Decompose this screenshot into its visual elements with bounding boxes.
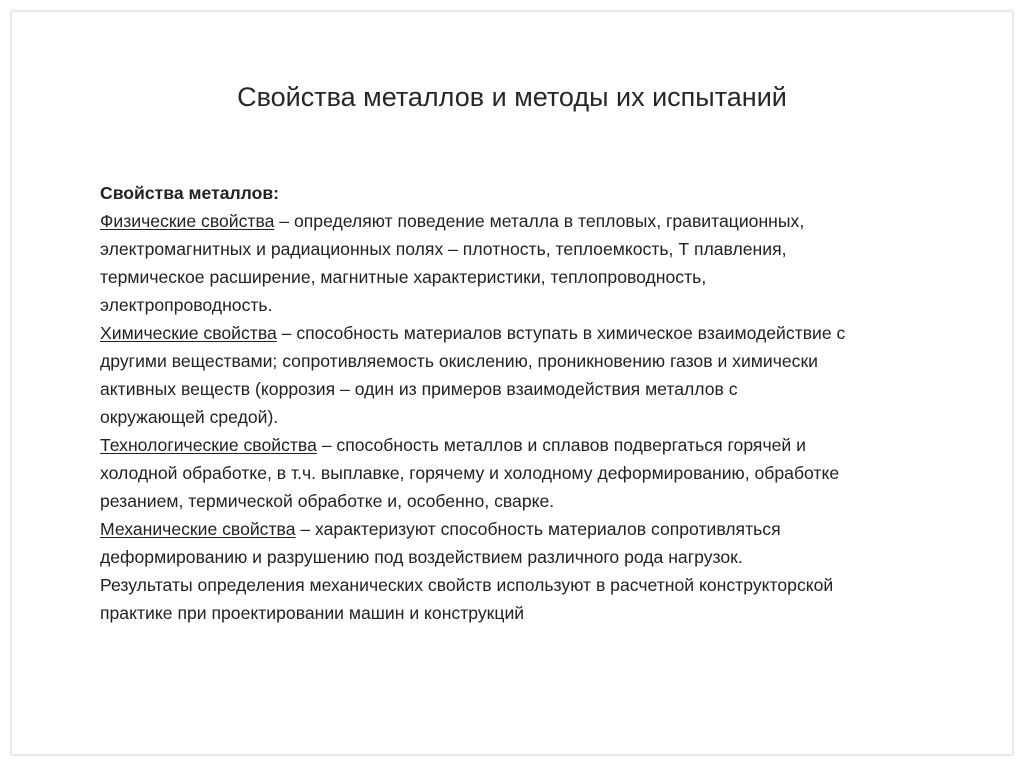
section-line: деформированию и разрушению под воздействием различного рода нагрузок. [100,547,743,567]
slide-title: Свойства металлов и методы их испытаний [237,82,787,112]
section-text: – характеризуют способность материалов сопротивляться [295,519,781,539]
closing-paragraph [100,571,1000,627]
section-line: электропроводность. [100,295,273,315]
section-text: – способность материалов вступать в химическое взаимодействие с [276,323,846,343]
closing-line: Результаты определения механических свойств используют в расчетной конструкторской [100,575,834,595]
section-line: активных веществ (коррозия – один из примеров взаимодействия металлов с [100,379,738,399]
section-mechanical-properties [100,515,1000,571]
section-term: Технологические свойства [100,435,317,455]
section-line: холодной обработке, в т.ч. выплавке, горячему и холодному деформированию, обработке [100,463,840,483]
section-line: окружающей средой). [100,407,279,427]
closing-line: практике при проектировании машин и конструкций [100,603,525,623]
section-line [100,319,1000,347]
section-text: – способность металлов и сплавов подвергаться горячей и [316,435,806,455]
section-line: электромагнитных и радиационных полях – плотность, теплоемкость, Т плавления, [100,239,787,259]
slide-body [100,179,1000,627]
subheading: Свойства металлов: [100,183,280,203]
section-line [100,431,1000,459]
section-term: Механические свойства [100,519,296,539]
section-text: – определяют поведение металла в тепловых, гравитационных, [274,211,805,231]
section-line: термическое расширение, магнитные характеристики, теплопроводность, [100,267,707,287]
section-line [100,515,1000,543]
section-term: Химические свойства [100,323,277,343]
section-physical-properties [100,207,1000,319]
section-term: Физические свойства [100,211,275,231]
section-technological-properties [100,431,1000,515]
section-line: резанием, термической обработке и, особенно, сварке. [100,491,555,511]
section-chemical-properties [100,319,1000,431]
section-line [100,207,1000,235]
section-line: другими веществами; сопротивляемость окислению, проникновению газов и химически [100,351,818,371]
